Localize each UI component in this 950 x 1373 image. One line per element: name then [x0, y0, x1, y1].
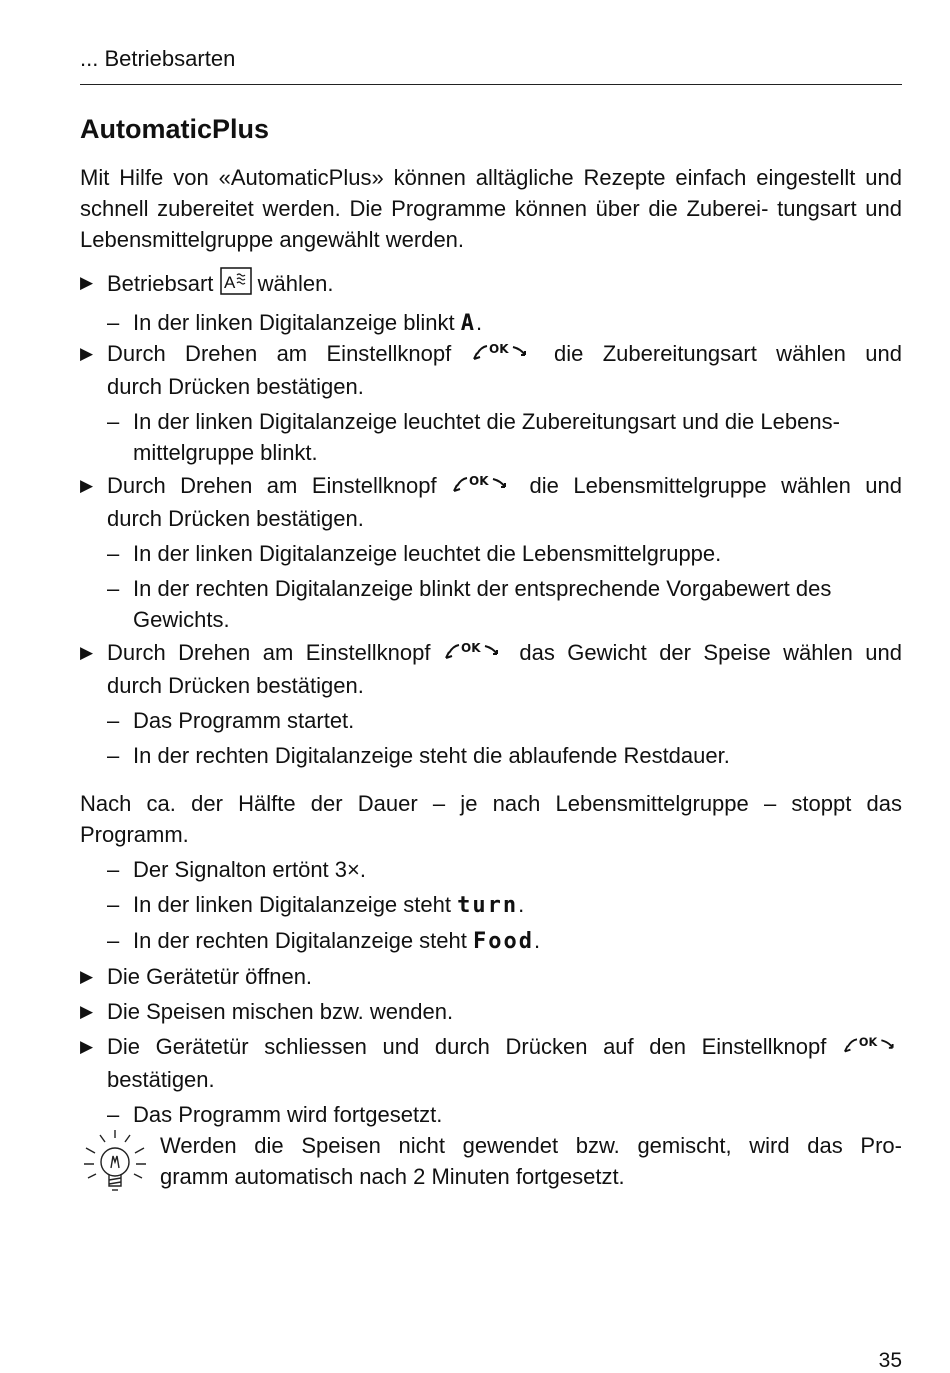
dash-marker: –: [107, 708, 120, 734]
step-text: Die Speisen mischen bzw. wenden.: [107, 999, 454, 1024]
tip-box: [80, 1130, 902, 1192]
sub-text: In der rechten Digitalanzeige steht die ablaufende Restdauer.: [133, 743, 730, 769]
dash-marker: –: [107, 743, 120, 769]
dash-marker: –: [107, 310, 120, 335]
page-number: 35: [878, 1349, 902, 1372]
display-segment-food: Food: [473, 929, 534, 954]
period: .: [533, 928, 541, 953]
display-segment-turn: turn: [457, 893, 519, 918]
intro-text: Mit Hilfe von «AutomaticPlus» können alltägliche Rezepte einfach eingestellt und schnell zubereitet werden. Die Programme können über die Zuberei- tungsart und Lebensmittelgruppe angewählt werden.: [80, 165, 902, 252]
step-4: [80, 637, 902, 771]
dash-marker: –: [107, 1102, 120, 1128]
step-marker: ▶: [80, 273, 94, 292]
automatic-mode-icon: [220, 267, 252, 303]
page-title: AutomaticPlus: [80, 114, 270, 144]
step-text: durch Drücken bestätigen.: [107, 673, 364, 699]
dash-marker: –: [107, 892, 120, 917]
sub-text: In der linken Digitalanzeige blinkt: [133, 310, 455, 335]
step-text: die Lebensmittelgruppe wählen und: [529, 473, 902, 498]
sub-text: Das Programm startet.: [133, 708, 355, 734]
period: .: [518, 892, 525, 917]
sub-text: Das Programm wird fortgesetzt.: [133, 1102, 443, 1128]
svg-text:OK: OK: [460, 641, 481, 656]
step-text: durch Drücken bestätigen.: [107, 374, 364, 400]
step-text: Durch Drehen am Einstellknopf: [107, 640, 431, 665]
step-text: Die Gerätetür schliessen und durch Drücken auf den Einstellknopf: [107, 1034, 827, 1059]
sub-text: In der linken Digitalanzeige leuchtet die Zubereitungsart und die Lebens-: [133, 409, 840, 435]
sub-text: Gewichts.: [133, 607, 230, 633]
step-marker: ▶: [80, 643, 94, 662]
sub-text: In der linken Digitalanzeige leuchtet die Lebensmittelgruppe.: [133, 541, 722, 567]
svg-text:OK: OK: [469, 474, 489, 489]
paragraph-text: Programm.: [80, 822, 189, 847]
dash-marker: –: [107, 409, 120, 435]
step-text: bestätigen.: [107, 1067, 215, 1093]
dash-marker: –: [107, 857, 120, 882]
sub-text: mittelgruppe blinkt.: [133, 440, 318, 466]
dash-marker: –: [107, 928, 120, 953]
svg-text:OK: OK: [858, 1036, 878, 1050]
sub-text: In der rechten Digitalanzeige blinkt der entsprechende Vorgabewert des: [133, 576, 832, 602]
sub-text: In der linken Digitalanzeige steht: [133, 892, 451, 917]
dash-marker: –: [107, 576, 120, 602]
paragraph-text: Nach ca. der Hälfte der Dauer – je nach Lebensmittelgruppe – stoppt das: [80, 791, 902, 816]
period: .: [476, 310, 483, 335]
svg-text:A: A: [223, 273, 235, 292]
lightbulb-icon: [80, 1126, 150, 1207]
svg-text:OK: OK: [488, 342, 509, 357]
header-rule: [80, 84, 902, 85]
step-text: die Zubereitungsart wählen und: [554, 341, 902, 366]
step-2: [80, 338, 902, 468]
tip-text: Werden die Speisen nicht gewendet bzw. gemischt, wird das Pro-: [160, 1133, 902, 1158]
step-text: Durch Drehen am Einstellknopf: [107, 473, 437, 498]
ok-knob-icon: [443, 638, 507, 670]
ok-knob-icon: [451, 471, 515, 503]
step-text: durch Drücken bestätigen.: [107, 506, 364, 532]
ok-knob-icon: [842, 1032, 902, 1064]
ok-knob-icon: [471, 339, 535, 371]
sub-text: In der rechten Digitalanzeige steht: [133, 928, 467, 953]
step-text: Durch Drehen am Einstellknopf: [107, 341, 452, 366]
step-marker: ▶: [80, 1002, 94, 1021]
dash-marker: –: [107, 541, 120, 567]
step-3: [80, 470, 902, 635]
step-text: Betriebsart: [107, 270, 214, 296]
step-text: wählen.: [257, 270, 334, 296]
sub-text: Der Signalton ertönt 3×.: [133, 857, 366, 882]
step-text: das Gewicht der Speise wählen und: [519, 640, 902, 665]
display-segment-a: A: [460, 311, 477, 336]
intro-paragraph: [80, 162, 902, 255]
step-marker: ▶: [80, 344, 94, 363]
step-marker: ▶: [80, 1037, 94, 1056]
step-text: Die Gerätetür öffnen.: [107, 964, 313, 989]
step-marker: ▶: [80, 967, 94, 986]
step-marker: ▶: [80, 476, 94, 495]
step-1: [80, 267, 902, 339]
running-header: ... Betriebsarten: [80, 46, 236, 71]
tip-text: gramm automatisch nach 2 Minuten fortgesetzt.: [160, 1164, 625, 1189]
half-time-section: [80, 788, 902, 1130]
